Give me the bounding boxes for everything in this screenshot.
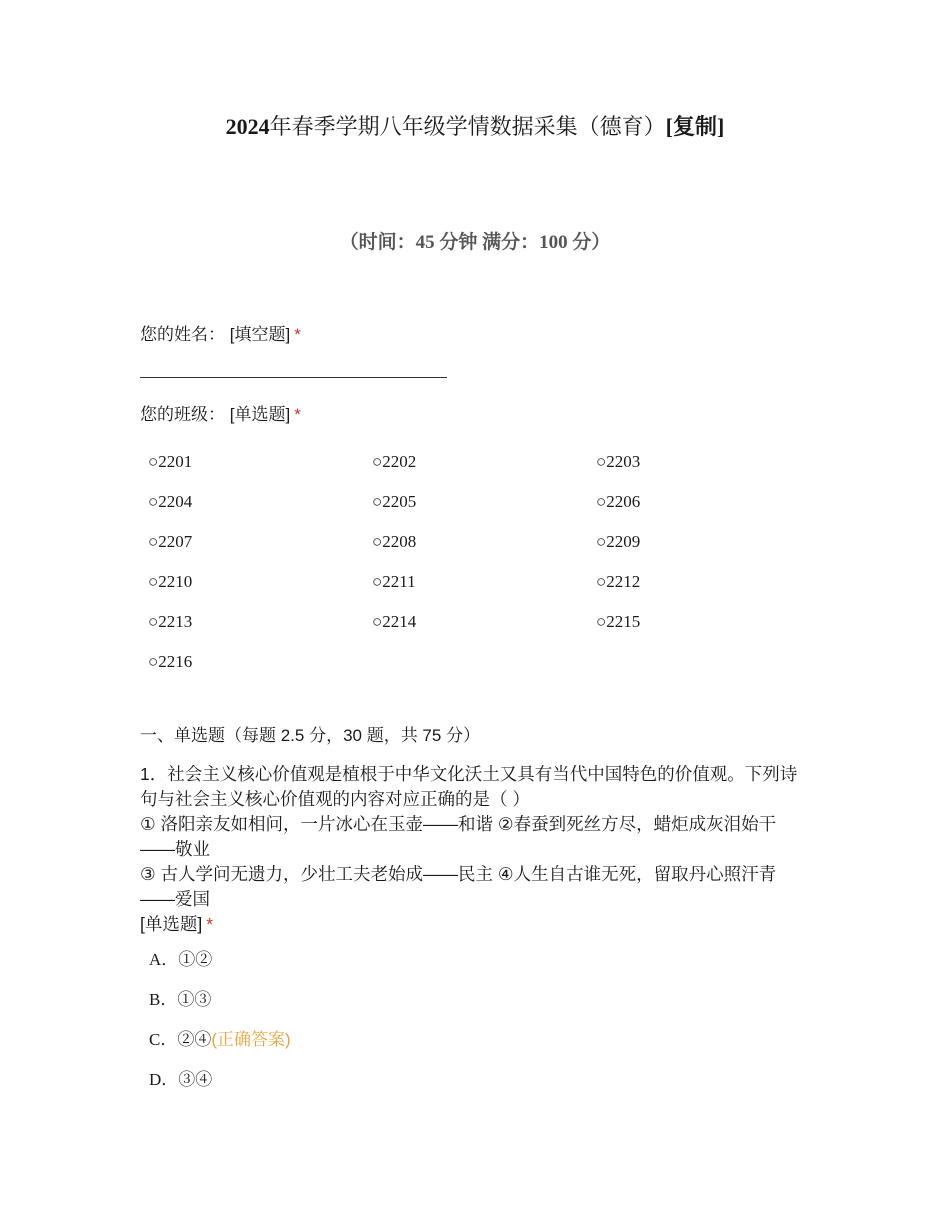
class-option-2205[interactable]: ○2205	[372, 492, 417, 511]
class-question-label	[140, 402, 301, 428]
class-option-2212[interactable]: ○2212	[596, 572, 641, 591]
class-option-2208[interactable]: ○2208	[372, 532, 417, 551]
required-mark: *	[294, 405, 301, 424]
answer-option-d-label: D．③④	[149, 1070, 213, 1089]
name-question-text: 您的姓名：	[140, 325, 225, 344]
name-question-type: [填空题]	[229, 325, 291, 344]
question-1-options	[149, 946, 291, 1106]
section-heading: 一、单选题（每题 2.5 分，30 题，共 75 分）	[140, 726, 481, 745]
name-input-line[interactable]	[140, 377, 447, 378]
page-title	[0, 110, 950, 144]
name-question-label	[140, 322, 301, 348]
class-question-type: [单选题]	[229, 405, 291, 424]
correct-answer-note: (正确答案)	[211, 1030, 291, 1049]
class-option-2204[interactable]: ○2204	[148, 492, 193, 511]
exam-info: （时间：45 分钟 满分：100 分）	[339, 232, 611, 253]
class-option-2215[interactable]: ○2215	[596, 612, 641, 631]
class-option-2213[interactable]: ○2213	[148, 612, 193, 631]
class-option-2216[interactable]: ○2216	[148, 652, 193, 671]
title-year: 2024	[225, 114, 270, 139]
question-1-type-line	[140, 912, 810, 937]
class-option-2210[interactable]: ○2210	[148, 572, 193, 591]
required-mark: *	[206, 914, 214, 934]
answer-option-c-label: C．②④	[149, 1030, 212, 1049]
class-option-2209[interactable]: ○2209	[596, 532, 641, 551]
question-1-stem: 1．社会主义核心价值观是植根于中华文化沃土又具有当代中国特色的价值观。下列诗句与社会主义核心价值观的内容对应正确的是（ ）	[140, 764, 798, 809]
class-option-2214[interactable]: ○2214	[372, 612, 417, 631]
question-1-type: [单选题]	[140, 914, 203, 934]
class-question-text: 您的班级：	[140, 405, 225, 424]
class-option-2202[interactable]: ○2202	[372, 452, 417, 471]
answer-option-b-label: B．①③	[149, 990, 212, 1009]
title-suffix: [复制]	[665, 114, 725, 139]
question-1-statements-b: ③ 古人学问无遗力，少壮工夫老始成——民主 ④人生自古谁无死，留取丹心照汗青——爱国	[140, 864, 777, 909]
class-option-2207[interactable]: ○2207	[148, 532, 193, 551]
answer-option-a-label: A．①②	[149, 950, 213, 969]
answer-option-b[interactable]	[149, 986, 291, 1026]
answer-option-a[interactable]	[149, 946, 291, 986]
question-1	[140, 762, 810, 937]
answer-option-c[interactable]	[149, 1026, 291, 1066]
required-mark: *	[294, 325, 301, 344]
class-option-2211[interactable]: ○2211	[372, 572, 416, 591]
class-option-2206[interactable]: ○2206	[596, 492, 641, 511]
class-options	[148, 448, 828, 688]
question-1-statements-a: ① 洛阳亲友如相问，一片冰心在玉壶——和谐 ②春蚕到死丝方尽，蜡炬成灰泪始干——敬业	[140, 814, 777, 859]
title-text: 年春季学期八年级学情数据采集（德育）	[269, 114, 666, 139]
class-option-2201[interactable]: ○2201	[148, 452, 193, 471]
answer-option-d[interactable]	[149, 1066, 291, 1106]
class-option-2203[interactable]: ○2203	[596, 452, 641, 471]
